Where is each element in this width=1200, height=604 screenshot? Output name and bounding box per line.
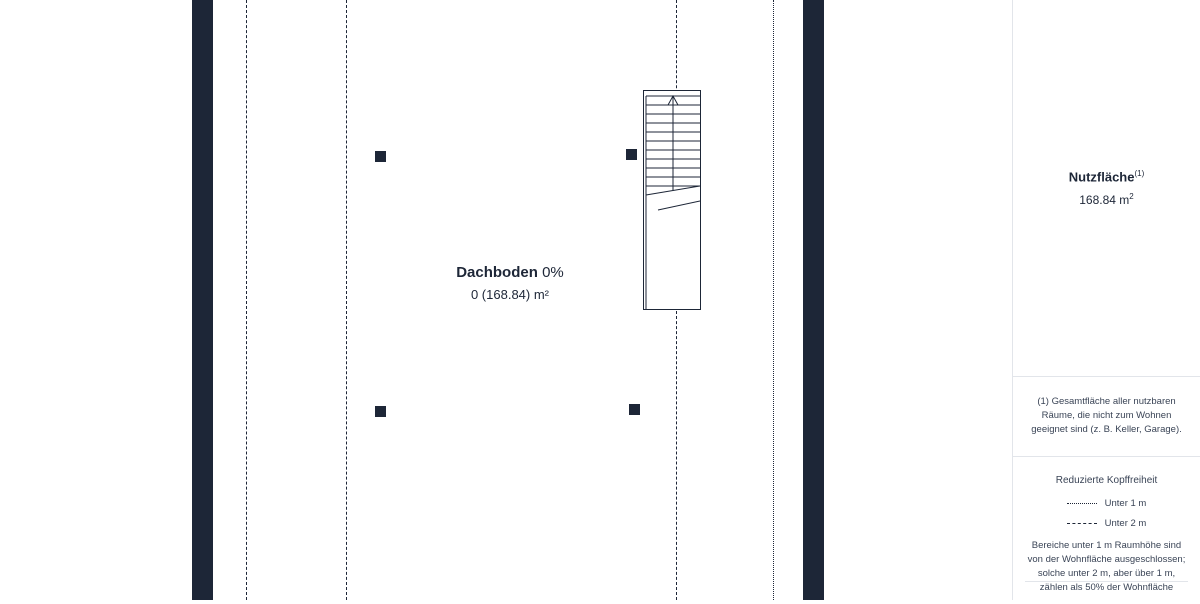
legend-label-under-1m: Unter 1 m xyxy=(1104,498,1147,510)
legend-title: Reduzierte Kopffreiheit xyxy=(1055,475,1158,487)
headroom-line-under-2m-right xyxy=(773,0,774,600)
legend-item-under-2m xyxy=(1025,518,1188,529)
headroom-line-under-2m-left xyxy=(246,0,247,600)
area-summary-value-unit: 2 xyxy=(1129,191,1134,201)
room-label xyxy=(420,262,600,303)
info-panel xyxy=(1012,0,1200,600)
area-summary-title-text: Nutzfläche xyxy=(1068,169,1135,185)
area-summary-footnote-marker: (1) xyxy=(1134,169,1145,179)
legend-item-under-1m xyxy=(1025,498,1188,509)
footnote-block xyxy=(1013,377,1200,457)
legend-note: Bereiche unter 1 m Raumhöhe sind von der Wohnfläche ausgeschlossen; solche unter 2 m, aber über 1 m, zählen als 50% der Wohnfläche xyxy=(1027,540,1186,593)
room-name: Dachboden xyxy=(456,264,538,281)
wall-left xyxy=(192,0,213,600)
column-marker xyxy=(375,406,386,417)
column-marker xyxy=(626,149,637,160)
wall-right xyxy=(803,0,824,600)
column-marker xyxy=(629,404,640,415)
area-summary xyxy=(1013,0,1200,377)
footnote-text: (1) Gesamtfläche aller nutzbaren Räume, die nicht zum Wohnen geeignet sind (z. B. Keller, Garage). xyxy=(1031,396,1182,435)
staircase[interactable] xyxy=(643,90,701,310)
room-area: 0 (168.84) m² xyxy=(470,286,550,302)
column-marker xyxy=(375,151,386,162)
room-percent: 0% xyxy=(537,264,564,281)
area-summary-title xyxy=(1069,169,1145,184)
staircase-steps xyxy=(644,91,700,309)
legend-label-under-2m: Unter 2 m xyxy=(1104,518,1147,530)
headroom-line-under-1m-left xyxy=(346,0,347,600)
area-summary-value-number: 168.84 m xyxy=(1079,192,1130,207)
area-summary-value xyxy=(1079,192,1134,207)
panel-divider xyxy=(1025,581,1188,582)
dashed-line-icon xyxy=(1067,523,1097,524)
dotted-line-icon xyxy=(1067,503,1097,504)
